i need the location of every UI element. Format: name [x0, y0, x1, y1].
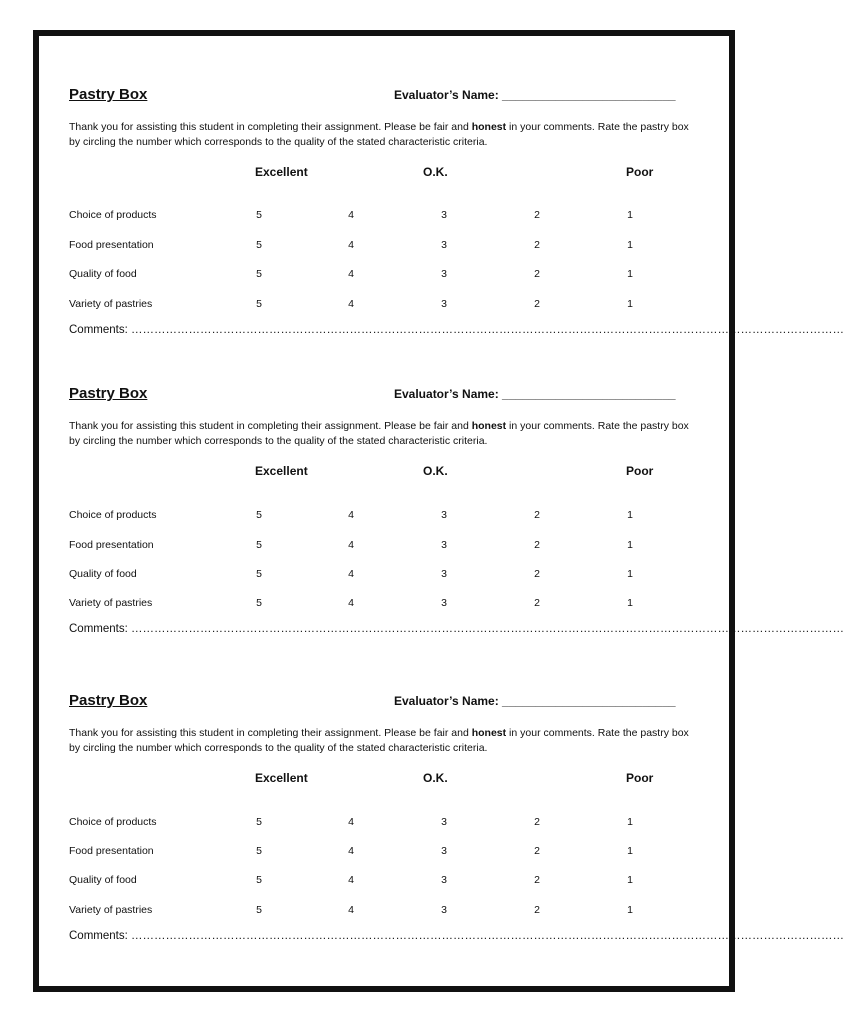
rating-option[interactable]: 4: [348, 904, 354, 916]
rating-option[interactable]: 2: [534, 904, 540, 916]
form-instructions: Thank you for assisting this student in completing their assignment. Please be fair and honest in your comments. Rate the pastry box by circling the number which corresponds to the quality of the stated characteristic criteria.: [69, 727, 689, 754]
scale-label-excellent: Excellent: [255, 165, 308, 179]
comments-field[interactable]: Comments: ……………………………………………………………………………………………………………………………………………………………………: [69, 623, 844, 635]
rating-option[interactable]: 4: [348, 874, 354, 886]
evaluator-name-field[interactable]: Evaluator’s Name: __________________________: [394, 88, 676, 102]
rating-option[interactable]: 2: [534, 845, 540, 857]
criterion-row: [69, 874, 699, 888]
rating-option[interactable]: 4: [348, 539, 354, 551]
form-title: Pastry Box: [69, 86, 148, 103]
rating-option[interactable]: 3: [441, 874, 447, 886]
scale-label-ok: O.K.: [423, 771, 448, 785]
form-title: Pastry Box: [69, 692, 148, 709]
rating-option[interactable]: 1: [627, 874, 633, 886]
criterion-row: [69, 209, 699, 223]
rating-option[interactable]: 3: [441, 268, 447, 280]
rating-option[interactable]: 1: [627, 904, 633, 916]
scale-label-ok: O.K.: [423, 464, 448, 478]
criterion-row: [69, 509, 699, 523]
evaluation-form-3: [69, 692, 844, 952]
rating-option[interactable]: 1: [627, 539, 633, 551]
rating-option[interactable]: 2: [534, 816, 540, 828]
rating-option[interactable]: 2: [534, 568, 540, 580]
rating-option[interactable]: 3: [441, 539, 447, 551]
criterion-row: [69, 816, 699, 830]
rating-option[interactable]: 4: [348, 509, 354, 521]
rating-option[interactable]: 5: [256, 845, 262, 857]
criterion-label: Variety of pastries: [69, 298, 153, 310]
rating-option[interactable]: 5: [256, 597, 262, 609]
rating-option[interactable]: 5: [256, 268, 262, 280]
criterion-label: Variety of pastries: [69, 597, 153, 609]
rating-option[interactable]: 1: [627, 298, 633, 310]
rating-option[interactable]: 2: [534, 597, 540, 609]
rating-option[interactable]: 1: [627, 845, 633, 857]
rating-option[interactable]: 5: [256, 816, 262, 828]
rating-option[interactable]: 3: [441, 816, 447, 828]
rating-option[interactable]: 5: [256, 298, 262, 310]
criterion-label: Choice of products: [69, 816, 157, 828]
rating-option[interactable]: 1: [627, 209, 633, 221]
rating-option[interactable]: 2: [534, 539, 540, 551]
criterion-label: Variety of pastries: [69, 904, 153, 916]
rating-option[interactable]: 4: [348, 816, 354, 828]
scale-label-poor: Poor: [626, 771, 654, 785]
rating-option[interactable]: 5: [256, 209, 262, 221]
rating-option[interactable]: 3: [441, 298, 447, 310]
rating-option[interactable]: 3: [441, 568, 447, 580]
criterion-label: Food presentation: [69, 539, 154, 551]
rating-option[interactable]: 5: [256, 239, 262, 251]
rating-option[interactable]: 3: [441, 904, 447, 916]
rating-option[interactable]: 2: [534, 239, 540, 251]
criterion-label: Food presentation: [69, 845, 154, 857]
form-instructions: Thank you for assisting this student in completing their assignment. Please be fair and honest in your comments. Rate the pastry box by circling the number which corresponds to the quality of the stated characteristic criteria.: [69, 420, 689, 447]
criterion-row: [69, 539, 699, 553]
rating-option[interactable]: 5: [256, 539, 262, 551]
criterion-row: [69, 239, 699, 253]
rating-option[interactable]: 3: [441, 597, 447, 609]
criterion-row: [69, 298, 699, 312]
rating-option[interactable]: 1: [627, 509, 633, 521]
rating-option[interactable]: 4: [348, 298, 354, 310]
rating-option[interactable]: 3: [441, 845, 447, 857]
scale-label-poor: Poor: [626, 464, 654, 478]
criterion-row: [69, 268, 699, 282]
criterion-row: [69, 904, 699, 918]
comments-field[interactable]: Comments: ……………………………………………………………………………………………………………………………………………………………………: [69, 930, 844, 942]
rating-option[interactable]: 5: [256, 874, 262, 886]
criterion-label: Quality of food: [69, 874, 137, 886]
evaluator-name-field[interactable]: Evaluator’s Name: __________________________: [394, 694, 676, 708]
rating-option[interactable]: 1: [627, 239, 633, 251]
rating-option[interactable]: 3: [441, 509, 447, 521]
rating-option[interactable]: 2: [534, 268, 540, 280]
rating-option[interactable]: 3: [441, 239, 447, 251]
rating-option[interactable]: 2: [534, 874, 540, 886]
criterion-label: Quality of food: [69, 568, 137, 580]
criterion-label: Food presentation: [69, 239, 154, 251]
rating-option[interactable]: 4: [348, 239, 354, 251]
criterion-label: Choice of products: [69, 509, 157, 521]
form-instructions: Thank you for assisting this student in completing their assignment. Please be fair and honest in your comments. Rate the pastry box by circling the number which corresponds to the quality of the stated characteristic criteria.: [69, 121, 689, 148]
scale-label-excellent: Excellent: [255, 464, 308, 478]
rating-option[interactable]: 4: [348, 209, 354, 221]
scale-label-poor: Poor: [626, 165, 654, 179]
rating-option[interactable]: 5: [256, 568, 262, 580]
rating-option[interactable]: 1: [627, 268, 633, 280]
rating-option[interactable]: 4: [348, 568, 354, 580]
rating-option[interactable]: 4: [348, 597, 354, 609]
rating-option[interactable]: 4: [348, 845, 354, 857]
form-title: Pastry Box: [69, 385, 148, 402]
comments-field[interactable]: Comments: ……………………………………………………………………………………………………………………………………………………………………: [69, 324, 844, 336]
rating-option[interactable]: 5: [256, 904, 262, 916]
criterion-row: [69, 568, 699, 582]
rating-option[interactable]: 1: [627, 597, 633, 609]
evaluation-form-1: [69, 86, 844, 346]
rating-option[interactable]: 2: [534, 509, 540, 521]
rating-option[interactable]: 4: [348, 268, 354, 280]
rating-option[interactable]: 5: [256, 509, 262, 521]
scale-label-excellent: Excellent: [255, 771, 308, 785]
criterion-label: Choice of products: [69, 209, 157, 221]
rating-option[interactable]: 1: [627, 816, 633, 828]
evaluator-name-field[interactable]: Evaluator’s Name: __________________________: [394, 387, 676, 401]
scale-label-ok: O.K.: [423, 165, 448, 179]
criterion-row: [69, 845, 699, 859]
criterion-row: [69, 597, 699, 611]
criterion-label: Quality of food: [69, 268, 137, 280]
rating-option[interactable]: 1: [627, 568, 633, 580]
evaluation-form-2: [69, 385, 844, 645]
rating-option[interactable]: 2: [534, 209, 540, 221]
rating-option[interactable]: 2: [534, 298, 540, 310]
rating-option[interactable]: 3: [441, 209, 447, 221]
